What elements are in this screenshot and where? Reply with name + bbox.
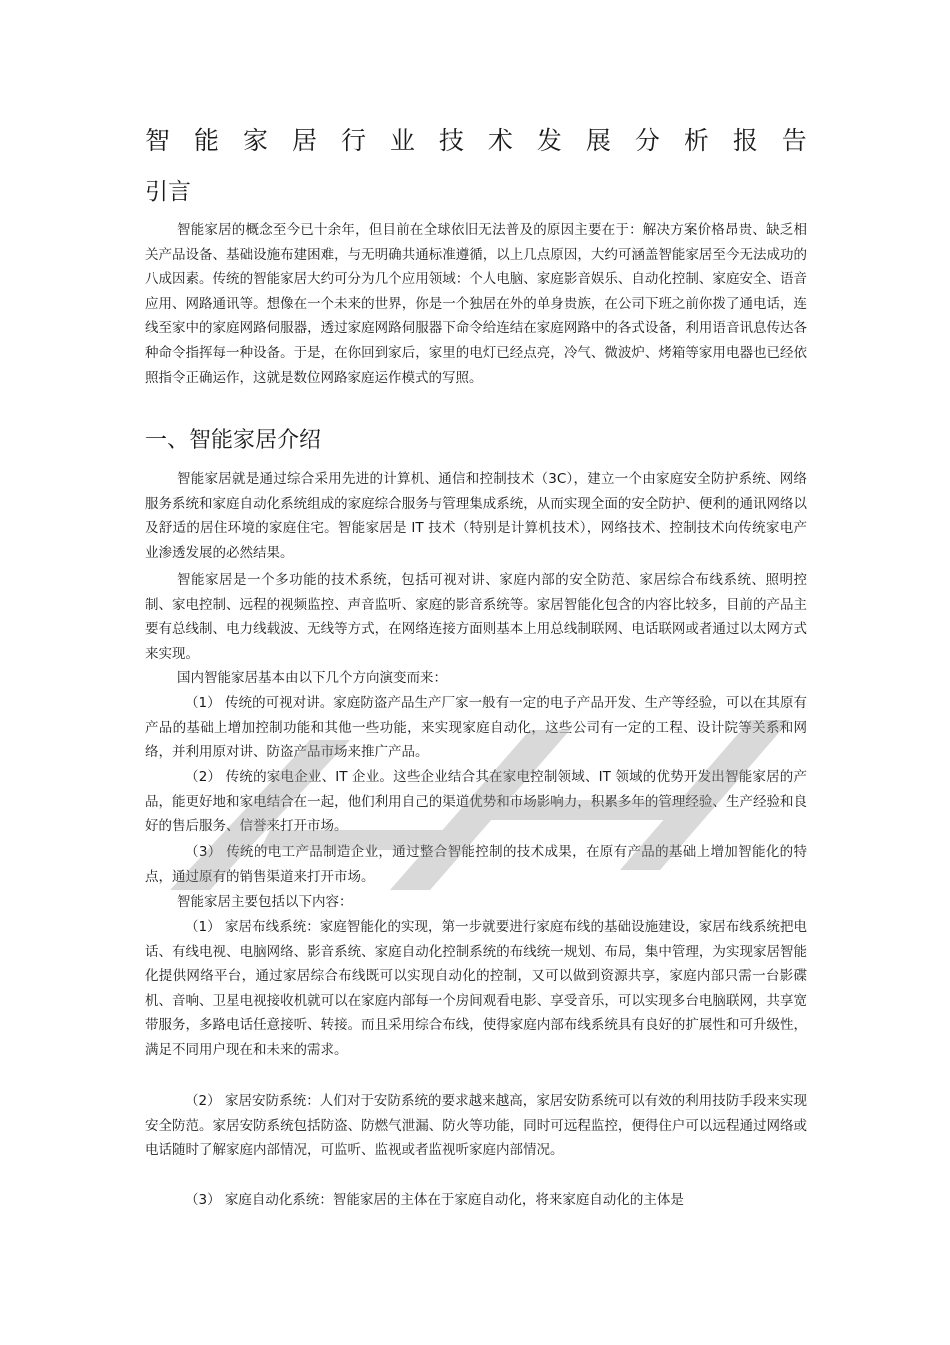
paragraph: 国内智能家居基本由以下几个方向演变而来： <box>177 670 447 686</box>
list-item: （1） 传统的可视对讲。家庭防盗产品生产厂家一般有一定的电子产品开发、生产等经验，可以在其原有产品的基础上增加控制功能和其他一些功能，来实现家庭自动化，这些公司有一定的工程、设计院等关系和网络，并利用原对讲、防盗产品市场来推广产品。 <box>145 695 807 761</box>
title-char: 报 <box>732 126 758 155</box>
section-heading: 一、智能家居介绍 <box>145 428 322 453</box>
title-char: 析 <box>683 126 709 155</box>
title-char: 技 <box>438 126 464 155</box>
list-item: （2） 传统的家电企业、IT 企业。这些企业结合其在家电控制领域、IT 领域的优势开发出智能家居的产品，能更好地和家电结合在一起，他们利用自己的渠道优势和市场影响力，积累多年的管理经验、生产经验和良好的售后服务、信誉来打开市场。 <box>145 769 807 835</box>
title-char: 能 <box>193 126 219 155</box>
title-char: 行 <box>340 126 366 155</box>
title-char: 告 <box>781 126 807 155</box>
title-char: 发 <box>536 126 562 155</box>
paragraph: 智能家居主要包括以下内容： <box>177 894 353 910</box>
title-char: 家 <box>242 126 268 155</box>
title-char: 居 <box>291 126 317 155</box>
list-item: （1） 家居布线系统：家庭智能化的实现，第一步就要进行家庭布线的基础设施建设，家居布线系统把电话、有线电视、电脑网络、影音系统、家庭自动化控制系统的布线统一规划、布局，集中管理，为实现家居智能化提供网络平台，通过家居综合布线既可以实现自动化的控制，又可以做到资源共享，家庭内部只需一台影碟机、音响、卫星电视接收机就可以在家庭内部每一个房间观看电影、享受音乐，可以实现多台电脑联网，共享宽带服务，多路电话任意接听、转接。而且采用综合布线，使得家庭内部布线系统具有良好的扩展性和可升级性，满足不同用户现在和未来的需求。 <box>145 919 807 1058</box>
list-item: （3） 家庭自动化系统：智能家居的主体在于家庭自动化，将来家庭自动化的主体是 <box>185 1192 684 1208</box>
list-item: （2） 家居安防系统：人们对于安防系统的要求越来越高，家居安防系统可以有效的利用技防手段来实现安全防范。家居安防系统包括防盗、防燃气泄漏、防火等功能，同时可远程监控，便得住户可以远程通过网络或电话随时了解家庭内部情况，可监听、监视或者监视听家庭内部情况。 <box>145 1093 807 1159</box>
title-char: 分 <box>634 126 660 155</box>
title-char: 展 <box>585 126 611 155</box>
title-char: 术 <box>487 126 513 155</box>
title-char: 智 <box>145 126 171 155</box>
document-title <box>145 124 807 158</box>
title-char: 业 <box>389 126 415 155</box>
list-item: （3） 传统的电工产品制造企业，通过整合智能控制的技术成果，在原有产品的基础上增加智能化的特点，通过原有的销售渠道来打开市场。 <box>145 844 807 885</box>
paragraph: 智能家居就是通过综合采用先进的计算机、通信和控制技术（3C），建立一个由家庭安全防护系统、网络服务系统和家庭自动化系统组成的家庭综合服务与管理集成系统，从而实现全面的安全防护、便利的通讯网络以及舒适的居住环境的家庭住宅。智能家居是 IT 技术（特别是计算机技术），网络技术、控制技术向传统家电产业渗透发展的必然结果。 <box>145 471 807 561</box>
intro-heading: 引言 <box>145 179 191 205</box>
intro-paragraph: 智能家居的概念至今已十余年，但目前在全球依旧无法普及的原因主要在于：解决方案价格昂贵、缺乏相关产品设备、基础设施布建困难，与无明确共通标准遵循，以上几点原因，大约可涵盖智能家居至今无法成功的八成因素。传统的智能家居大约可分为几个应用领域：个人电脑、家庭影音娱乐、自动化控制、家庭安全、语音应用、网路通讯等。想像在一个未来的世界，你是一个独居在外的单身贵族，在公司下班之前你拨了通电话，连线至家中的家庭网路伺服器，透过家庭网路伺服器下命令给连结在家庭网路中的各式设备，利用语音讯息传达各种命令指挥每一种设备。于是，在你回到家后，家里的电灯已经点亮，冷气、微波炉、烤箱等家用电器也已经依照指令正确运作，这就是数位网路家庭运作模式的写照。 <box>145 222 807 386</box>
paragraph: 智能家居是一个多功能的技术系统，包括可视对讲、家庭内部的安全防范、家居综合布线系统、照明控制、家电控制、远程的视频监控、声音监听、家庭的影音系统等。家居智能化包含的内容比较多，目前的产品主要有总线制、电力线载波、无线等方式，在网络连接方面则基本上用总线制联网、电话联网或者通过以太网方式来实现。 <box>145 572 807 662</box>
